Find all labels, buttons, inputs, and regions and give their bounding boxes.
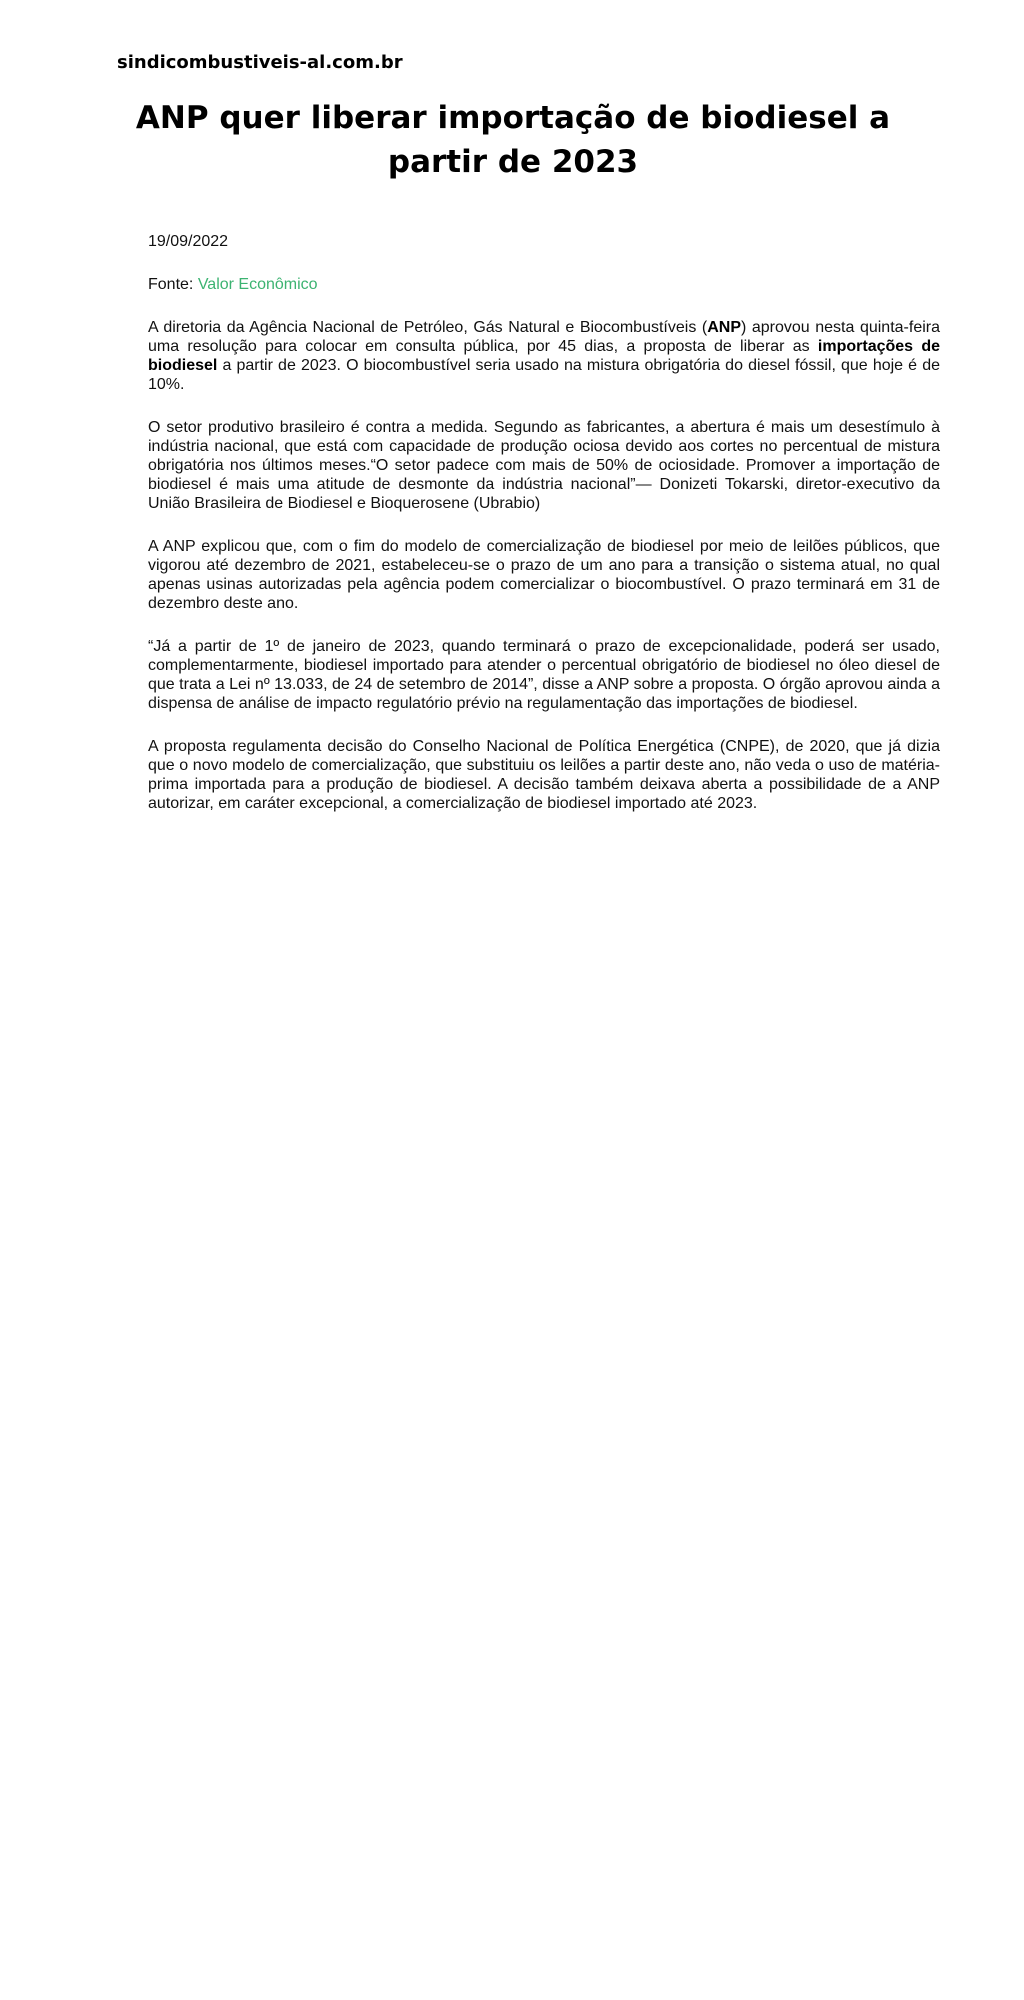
paragraph-1-bold-anp: ANP (707, 319, 741, 336)
paragraph-2: O setor produtivo brasileiro é contra a medida. Segundo as fabricantes, a abertura é mais um desestímulo à indústria nacional, que está com capacidade de produção ociosa devido aos cortes no percentual de mistura obrigatória nos últimos meses.“O setor padece com mais de 50% de ociosidade. Promover a importação de biodiesel é mais uma atitude de desmonte da indústria nacional”— Donizeti Tokarski, diretor-executivo da União Brasileira de Biodiesel e Bioquerosene (Ubrabio) (148, 419, 940, 512)
paragraph-1-part3: a partir de 2023. O biocombustível seria usado na mistura obrigatória do diesel fóssil, que hoje é de 10%. (148, 357, 940, 393)
paragraph-1-bold-importacoes: importações de biodiesel (148, 338, 940, 374)
site-name: sindicombustiveis-al.com.br (117, 52, 403, 73)
paragraph-5: A proposta regulamenta decisão do Conselho Nacional de Política Energética (CNPE), de 2020, que já dizia que o novo modelo de comercialização, que substituiu os leilões a partir deste ano, não veda o uso de matéria-prima importada para a produção de biodiesel. A decisão também deixava aberta a possibilidade de a ANP autorizar, em caráter excepcional, a comercialização de biodiesel importado até 2023. (148, 738, 940, 812)
paragraph-1-part1: A diretoria da Agência Nacional de Petróleo, Gás Natural e Biocombustíveis ( (148, 319, 708, 336)
article-date: 19/09/2022 (148, 233, 229, 250)
paragraph-1-part2: ) aprovou nesta quinta-feira uma resolução para colocar em consulta pública, por 45 dias, a proposta de liberar as (148, 319, 940, 355)
paragraph-3: A ANP explicou que, com o fim do modelo de comercialização de biodiesel por meio de leilões públicos, que vigorou até dezembro de 2021, estabeleceu-se o prazo de um ano para a transição o sistema atual, no qual apenas usinas autorizadas pela agência podem comercializar o biocombustível. O prazo terminará em 31 de dezembro deste ano. (148, 538, 940, 612)
source-label: Fonte: (148, 276, 194, 293)
paragraph-1 (148, 318, 940, 394)
article-source (148, 275, 940, 294)
article-title: ANP quer liberar importação de biodiesel a partir de 2023 (135, 100, 891, 180)
source-link[interactable]: Valor Econômico (197, 276, 318, 293)
article-body (148, 232, 940, 837)
paragraph-4: “Já a partir de 1º de janeiro de 2023, quando terminará o prazo de excepcionalidade, poderá ser usado, complementarmente, biodiesel importado para atender o percentual obrigatório de biodiesel no óleo diesel de que trata a Lei nº 13.033, de 24 de setembro de 2014”, disse a ANP sobre a proposta. O órgão aprovou ainda a dispensa de análise de impacto regulatório prévio na regulamentação das importações de biodiesel. (148, 638, 940, 712)
